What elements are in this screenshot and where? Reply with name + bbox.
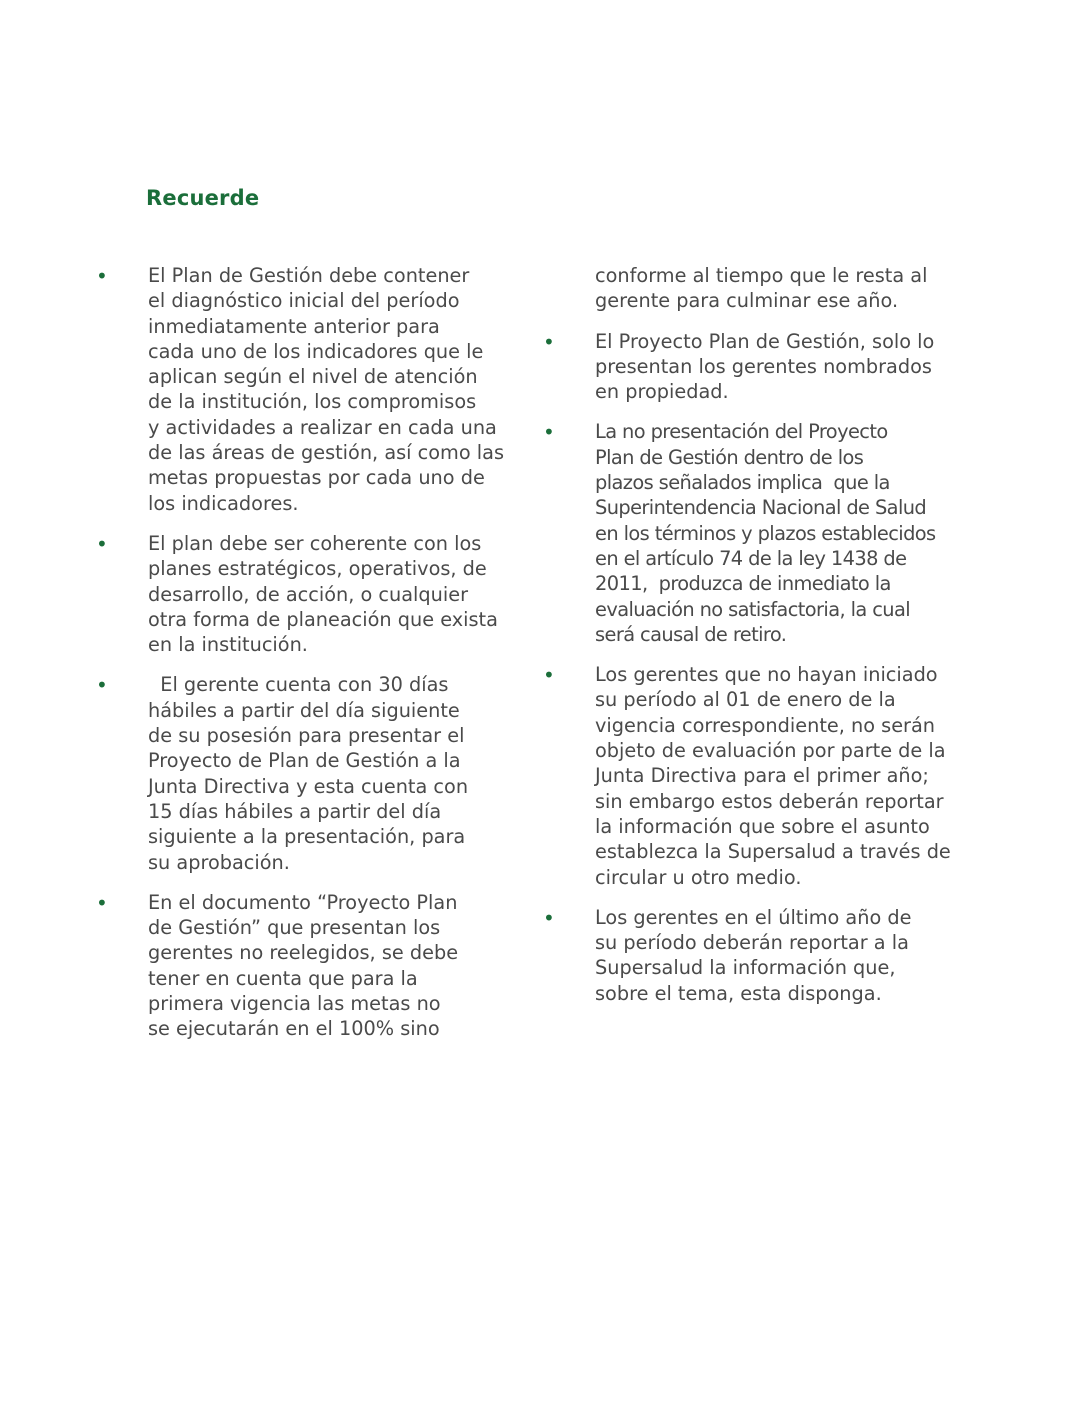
- text-line: Supersalud la información que,: [595, 956, 896, 980]
- text-line: establezca la Supersalud a través de: [595, 840, 951, 864]
- text-line: en los términos y plazos establecidos: [595, 521, 936, 545]
- bullet-text: [595, 905, 963, 1006]
- bullet-item: [543, 905, 963, 1006]
- text-line: presentan los gerentes nombrados: [595, 354, 932, 378]
- continued-text: [543, 263, 963, 314]
- text-line: se ejecutarán en el 100% sino: [148, 1017, 440, 1041]
- text-line: primera vigencia las metas no: [148, 992, 441, 1016]
- text-line: en el artículo 74 de la ley 1438 de: [595, 546, 907, 570]
- text-line: aplican según el nivel de atención: [148, 365, 478, 389]
- text-line: Junta Directiva para el primer año;: [595, 764, 929, 788]
- bullet-text: [148, 263, 516, 516]
- text-line: tener en cuenta que para la: [148, 966, 418, 990]
- text-line: hábiles a partir del día siguiente: [148, 698, 460, 722]
- bullet-icon: •: [96, 890, 108, 915]
- text-line: gerentes no reelegidos, se debe: [148, 941, 459, 965]
- text-line: Los gerentes que no hayan iniciado: [595, 663, 938, 687]
- text-line: cada uno de los indicadores que le: [148, 339, 484, 363]
- bullet-item: [96, 263, 516, 516]
- text-line: de Gestión” que presentan los: [148, 916, 441, 940]
- text-line: Junta Directiva y esta cuenta con: [148, 774, 469, 798]
- text-line: gerente para culminar ese año.: [595, 289, 899, 313]
- text-line: 15 días hábiles a partir del día: [148, 799, 442, 823]
- bullet-text: [148, 531, 516, 657]
- bullet-icon: •: [96, 673, 108, 698]
- bullet-icon: •: [96, 531, 108, 556]
- bullet-item: [96, 672, 516, 874]
- text-line: Proyecto de Plan de Gestión a la: [148, 749, 461, 773]
- text-line: será causal de retiro.: [595, 622, 787, 646]
- text-line: los indicadores.: [148, 491, 299, 515]
- section-heading: Recuerde: [146, 186, 260, 210]
- bullet-item: [96, 890, 516, 1042]
- bullet-item: [96, 531, 516, 657]
- text-line: inmediatamente anterior para: [148, 314, 440, 338]
- text-line: de la institución, los compromisos: [148, 390, 477, 414]
- text-line: en propiedad.: [595, 380, 729, 404]
- text-line: en la institución.: [148, 633, 308, 657]
- text-line: 2011, produzca de inmediato la: [595, 572, 891, 596]
- text-line: Los gerentes en el último año de: [595, 905, 912, 929]
- bullet-text: [148, 672, 516, 874]
- continued-paragraph: [595, 263, 963, 314]
- text-line: metas propuestas por cada uno de: [148, 466, 485, 490]
- text-line: El plan debe ser coherente con los: [148, 531, 482, 555]
- text-line: su aprobación.: [148, 850, 290, 874]
- bullet-icon: •: [543, 420, 555, 445]
- text-line: el diagnóstico inicial del período: [148, 289, 460, 313]
- text-line: evaluación no satisfactoria, la cual: [595, 597, 911, 621]
- text-line: sobre el tema, esta disponga.: [595, 981, 882, 1005]
- bullet-text: [595, 329, 963, 405]
- text-line: otra forma de planeación que exista: [148, 607, 498, 631]
- text-line: Plan de Gestión dentro de los: [595, 445, 864, 469]
- bullet-text: [148, 890, 516, 1042]
- text-line: de las áreas de gestión, así como las: [148, 441, 504, 465]
- text-line: El Proyecto Plan de Gestión, solo lo: [595, 329, 935, 353]
- text-line: En el documento “Proyecto Plan: [148, 890, 458, 914]
- bullet-text: [595, 419, 963, 647]
- text-line: y actividades a realizar en cada una: [148, 415, 497, 439]
- bullet-item: [543, 662, 963, 890]
- text-line: vigencia correspondiente, no serán: [595, 713, 936, 737]
- text-line: su período al 01 de enero de la: [595, 688, 896, 712]
- text-line: su período deberán reportar a la: [595, 931, 909, 955]
- text-line: El gerente cuenta con 30 días: [148, 673, 449, 697]
- right-column: [543, 263, 963, 1021]
- text-line: El Plan de Gestión debe contener: [148, 264, 470, 287]
- bullet-icon: •: [543, 905, 555, 930]
- bullet-icon: •: [543, 329, 555, 354]
- bullet-text: [595, 662, 963, 890]
- text-line: plazos señalados implica que la: [595, 471, 890, 495]
- text-line: desarrollo, de acción, o cualquier: [148, 582, 469, 606]
- text-line: planes estratégicos, operativos, de: [148, 557, 487, 581]
- text-line: Superintendencia Nacional de Salud: [595, 496, 927, 520]
- text-line: de su posesión para presentar el: [148, 724, 465, 748]
- text-line: objeto de evaluación por parte de la: [595, 739, 946, 763]
- text-line: siguiente a la presentación, para: [148, 825, 466, 849]
- bullet-icon: •: [96, 264, 108, 288]
- text-line: La no presentación del Proyecto: [595, 420, 888, 444]
- bullet-icon: •: [543, 663, 555, 688]
- left-column: [96, 263, 516, 1057]
- text-line: conforme al tiempo que le resta al: [595, 264, 928, 287]
- text-line: la información que sobre el asunto: [595, 814, 930, 838]
- bullet-item: [543, 419, 963, 647]
- text-line: circular u otro medio.: [595, 865, 802, 889]
- text-line: sin embargo estos deberán reportar: [595, 789, 944, 813]
- bullet-item: [543, 329, 963, 405]
